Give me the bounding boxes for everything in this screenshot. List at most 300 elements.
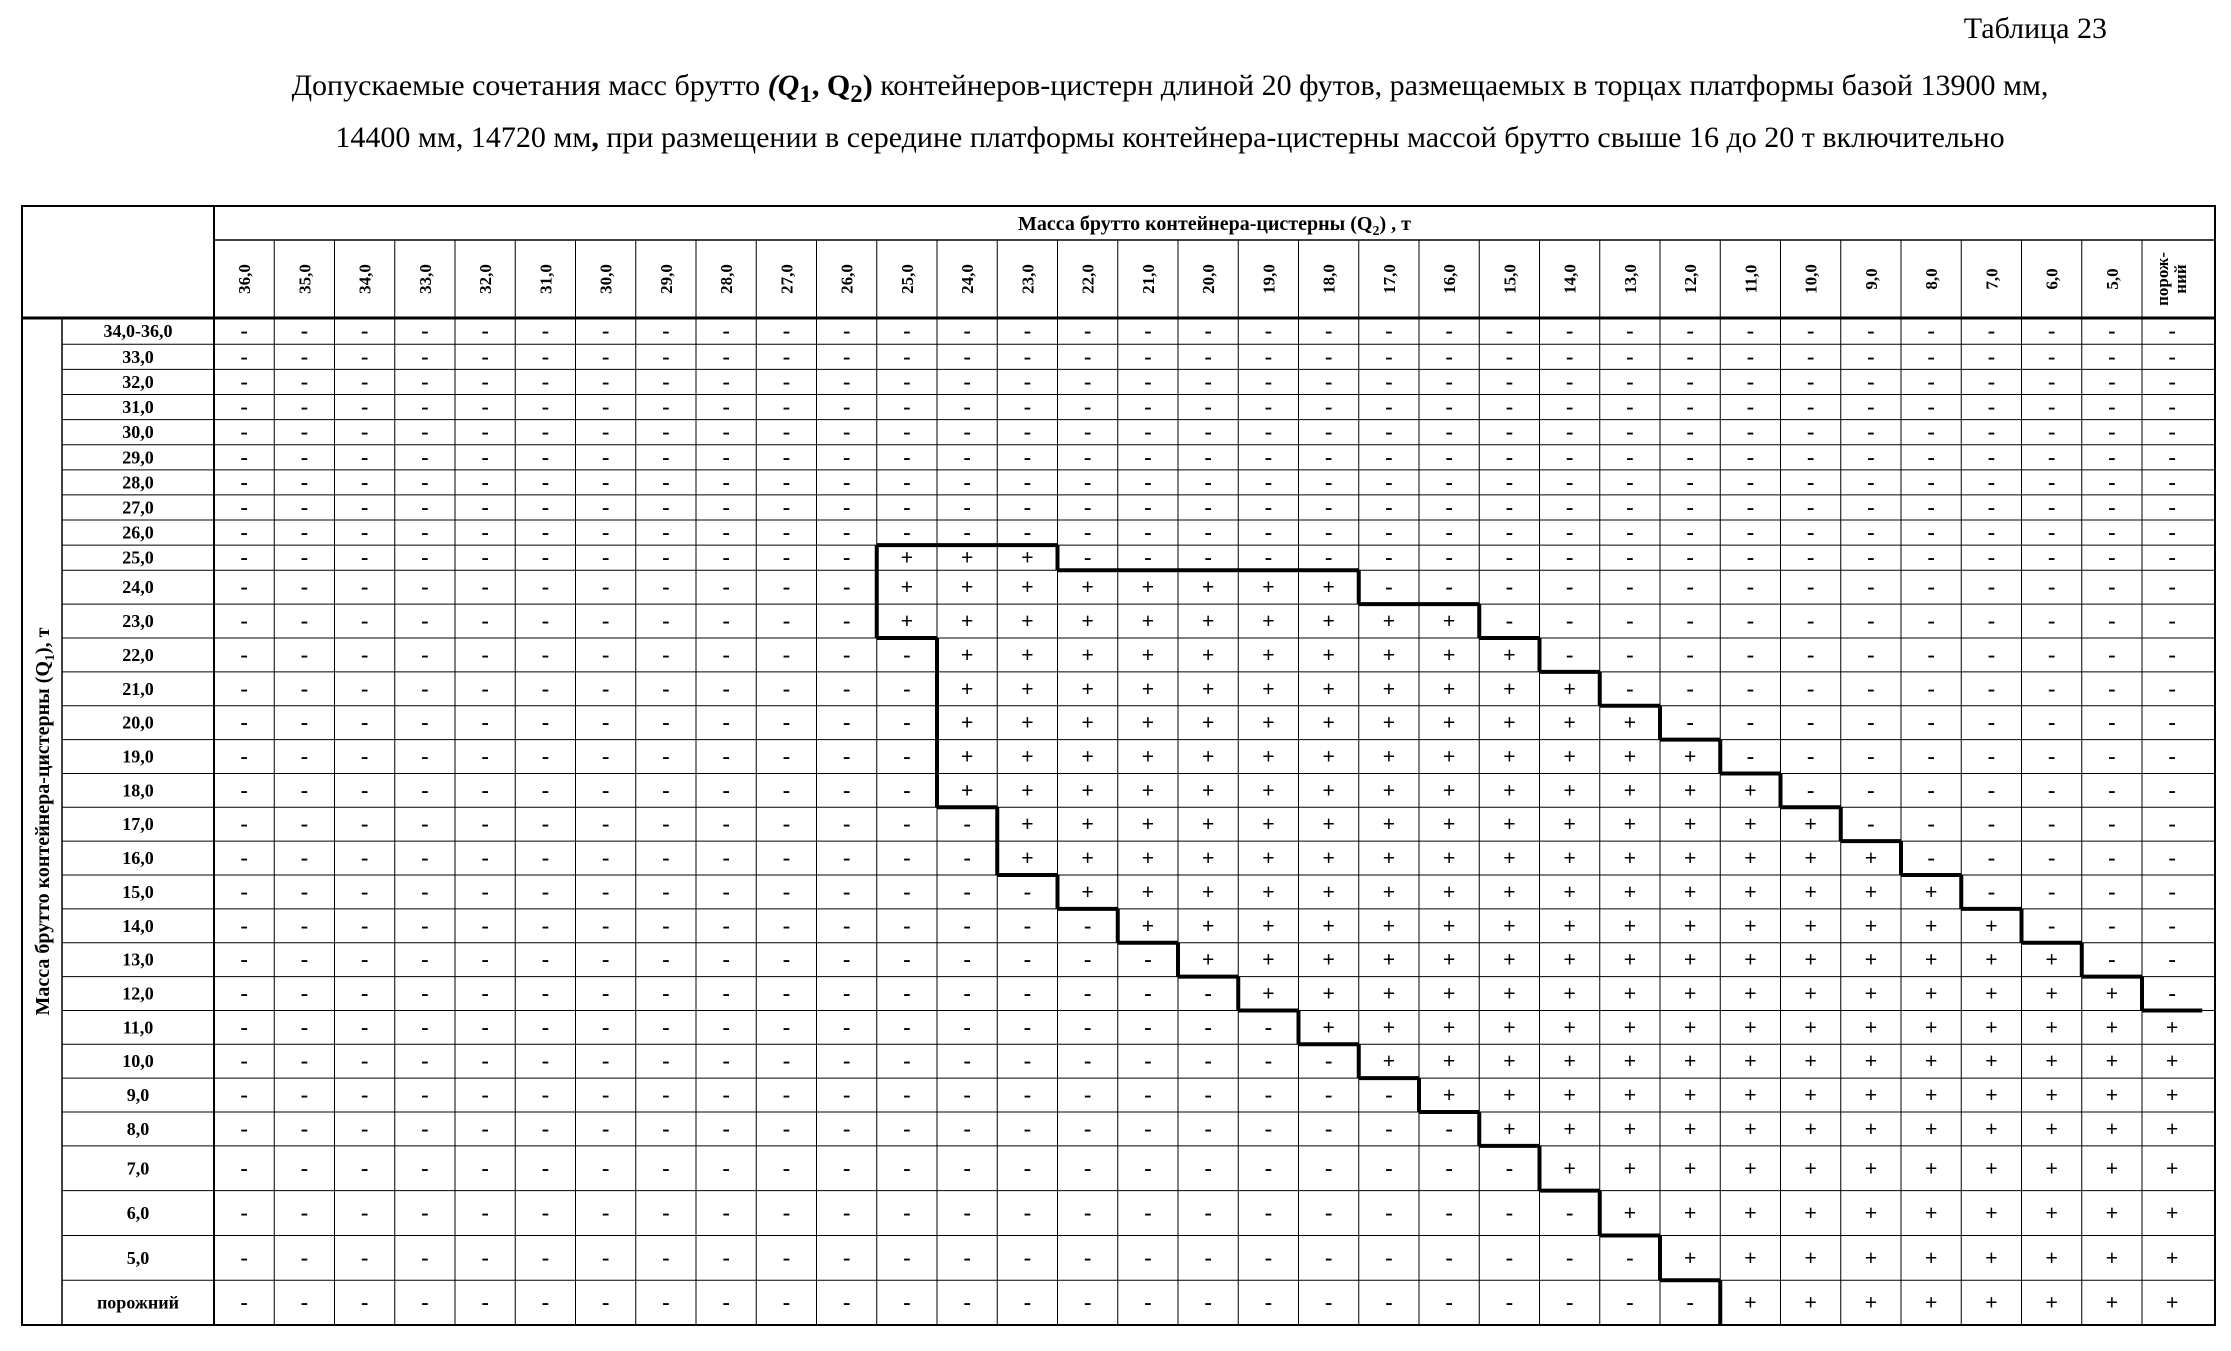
cell-not-allowed: -: [722, 544, 730, 570]
cell-allowed: +: [1201, 743, 1215, 769]
cell-allowed: +: [1503, 912, 1516, 938]
cell-not-allowed: -: [601, 444, 610, 470]
cell-not-allowed: -: [300, 1289, 309, 1315]
cell-not-allowed: -: [601, 494, 610, 520]
cell-not-allowed: -: [903, 1082, 911, 1108]
cell-allowed: +: [1864, 1014, 1878, 1040]
cell-not-allowed: -: [1023, 444, 1032, 470]
cell-allowed: +: [1442, 912, 1456, 938]
cell-not-allowed: -: [1023, 419, 1032, 445]
cell-not-allowed: -: [722, 641, 730, 667]
cell-allowed: +: [1623, 845, 1637, 871]
cell-not-allowed: -: [541, 709, 550, 735]
row-label: 15,0: [122, 881, 154, 902]
cell-not-allowed: -: [842, 1155, 851, 1181]
cell-not-allowed: -: [662, 1244, 670, 1270]
cell-not-allowed: -: [421, 394, 429, 420]
cell-not-allowed: -: [662, 1048, 670, 1074]
cell-not-allowed: -: [1264, 1014, 1273, 1040]
cell-not-allowed: -: [2168, 469, 2176, 495]
cell-allowed: +: [1744, 946, 1757, 972]
cell-not-allowed: -: [1204, 1082, 1212, 1108]
cell-not-allowed: -: [300, 444, 309, 470]
column-header: 14,0: [1560, 264, 1580, 294]
cell-not-allowed: -: [2108, 544, 2116, 570]
cell-allowed: +: [1201, 946, 1215, 972]
cell-not-allowed: -: [722, 1244, 730, 1270]
cell-not-allowed: -: [1445, 394, 1453, 420]
cell-not-allowed: -: [1987, 419, 1996, 445]
cell-not-allowed: -: [421, 811, 429, 837]
cell-allowed: +: [1322, 878, 1335, 904]
cell-not-allowed: -: [240, 1200, 248, 1226]
cell-not-allowed: -: [2108, 777, 2116, 803]
cell-not-allowed: -: [541, 1014, 550, 1040]
cell-not-allowed: -: [1264, 1048, 1273, 1074]
row-label: 23,0: [122, 611, 154, 632]
cell-allowed: +: [1322, 574, 1335, 600]
cell-not-allowed: -: [601, 368, 610, 394]
cell-allowed: +: [1985, 1014, 1998, 1040]
cell-not-allowed: -: [2047, 811, 2056, 837]
cell-allowed: +: [1322, 641, 1335, 667]
cell-not-allowed: -: [2047, 469, 2056, 495]
cell-allowed: +: [1201, 912, 1215, 938]
cell-not-allowed: -: [1204, 1289, 1212, 1315]
cell-not-allowed: -: [782, 1200, 791, 1226]
cell-not-allowed: -: [300, 494, 309, 520]
cell-not-allowed: -: [1987, 777, 1996, 803]
cell-allowed: +: [2165, 1014, 2179, 1040]
row-label: 31,0: [122, 397, 154, 418]
cell-not-allowed: -: [601, 1115, 610, 1141]
cell-not-allowed: -: [481, 1115, 489, 1141]
cell-not-allowed: -: [1626, 574, 1634, 600]
cell-not-allowed: -: [421, 1200, 429, 1226]
cell-not-allowed: -: [662, 469, 670, 495]
cell-allowed: +: [1683, 811, 1697, 837]
cell-not-allowed: -: [1927, 318, 1935, 344]
cell-not-allowed: -: [300, 946, 309, 972]
cell-allowed: +: [1563, 878, 1576, 904]
row-label: 27,0: [122, 497, 154, 518]
cell-not-allowed: -: [662, 641, 670, 667]
cell-not-allowed: -: [1746, 675, 1755, 701]
cell-allowed: +: [1924, 946, 1938, 972]
cell-not-allowed: -: [842, 608, 851, 634]
cell-not-allowed: -: [782, 743, 791, 769]
cell-not-allowed: -: [782, 946, 791, 972]
row-label: 20,0: [122, 712, 154, 733]
cell-not-allowed: -: [1927, 641, 1935, 667]
cell-not-allowed: -: [662, 743, 670, 769]
cell-allowed: +: [1021, 574, 1034, 600]
cell-not-allowed: -: [963, 419, 971, 445]
cell-not-allowed: -: [1686, 574, 1694, 600]
cell-not-allowed: -: [842, 1289, 851, 1315]
cell-not-allowed: -: [1083, 368, 1092, 394]
cell-not-allowed: -: [360, 743, 369, 769]
cell-allowed: +: [900, 608, 914, 634]
cell-allowed: +: [1623, 743, 1637, 769]
cell-not-allowed: -: [1927, 494, 1935, 520]
cell-not-allowed: -: [481, 675, 489, 701]
cell-allowed: +: [1985, 1200, 1998, 1226]
cell-not-allowed: -: [903, 709, 911, 735]
cell-not-allowed: -: [1686, 494, 1694, 520]
cell-not-allowed: -: [1686, 675, 1694, 701]
cell-allowed: +: [2165, 1200, 2179, 1226]
cell-allowed: +: [1985, 980, 1998, 1006]
cell-allowed: +: [1804, 1048, 1817, 1074]
column-header: 16,0: [1440, 264, 1460, 294]
cell-not-allowed: -: [1626, 1289, 1634, 1315]
cell-not-allowed: -: [1083, 980, 1092, 1006]
cell-not-allowed: -: [963, 343, 971, 369]
cell-allowed: +: [1563, 980, 1576, 1006]
cell-not-allowed: -: [481, 419, 489, 445]
cell-not-allowed: -: [481, 1082, 489, 1108]
cell-not-allowed: -: [1385, 494, 1393, 520]
cell-not-allowed: -: [1565, 368, 1574, 394]
cell-not-allowed: -: [1987, 641, 1996, 667]
cell-not-allowed: -: [360, 1289, 369, 1315]
cell-allowed: +: [1683, 777, 1697, 803]
cell-allowed: +: [1262, 811, 1275, 837]
cell-not-allowed: -: [1023, 946, 1032, 972]
cell-allowed: +: [960, 709, 974, 735]
cell-not-allowed: -: [360, 519, 369, 545]
cell-not-allowed: -: [481, 343, 489, 369]
cell-not-allowed: -: [300, 675, 309, 701]
cell-allowed: +: [1442, 845, 1456, 871]
cell-not-allowed: -: [1324, 394, 1333, 420]
cell-not-allowed: -: [1806, 368, 1815, 394]
cell-not-allowed: -: [1324, 544, 1333, 570]
cell-not-allowed: -: [903, 845, 911, 871]
cell-not-allowed: -: [1445, 469, 1453, 495]
cell-not-allowed: -: [1867, 811, 1875, 837]
cell-not-allowed: -: [722, 1155, 730, 1181]
title-line2-tail: при размещении в середине платформы контейнера-цистерны массой брутто свыше 16 до 20 т включительно: [598, 121, 2005, 154]
cell-not-allowed: -: [240, 519, 248, 545]
cell-not-allowed: -: [300, 1082, 309, 1108]
cell-allowed: +: [1985, 912, 1998, 938]
cell-allowed: +: [1683, 1244, 1697, 1270]
cell-allowed: +: [900, 574, 914, 600]
cell-not-allowed: -: [360, 1082, 369, 1108]
cell-not-allowed: -: [2108, 494, 2116, 520]
cell-allowed: +: [1322, 777, 1335, 803]
cell-not-allowed: -: [722, 519, 730, 545]
cell-not-allowed: -: [1083, 394, 1092, 420]
cell-not-allowed: -: [782, 777, 791, 803]
cell-allowed: +: [2165, 1048, 2179, 1074]
cell-allowed: +: [1201, 811, 1215, 837]
cell-not-allowed: -: [360, 641, 369, 667]
cell-not-allowed: -: [1505, 1289, 1514, 1315]
cell-not-allowed: -: [421, 878, 429, 904]
cell-allowed: +: [1201, 878, 1215, 904]
cell-not-allowed: -: [541, 777, 550, 803]
cell-not-allowed: -: [842, 394, 851, 420]
cell-not-allowed: -: [903, 419, 911, 445]
cell-not-allowed: -: [240, 368, 248, 394]
cell-not-allowed: -: [541, 675, 550, 701]
cell-not-allowed: -: [360, 419, 369, 445]
cell-not-allowed: -: [1204, 469, 1212, 495]
cell-not-allowed: -: [1144, 544, 1152, 570]
cell-not-allowed: -: [300, 318, 309, 344]
cell-allowed: +: [1744, 845, 1757, 871]
cell-not-allowed: -: [360, 608, 369, 634]
cell-not-allowed: -: [903, 1200, 911, 1226]
cell-allowed: +: [1322, 675, 1335, 701]
cell-allowed: +: [1924, 1244, 1938, 1270]
cell-allowed: +: [1924, 1082, 1938, 1108]
cell-allowed: +: [2105, 1200, 2119, 1226]
cell-allowed: +: [1744, 1014, 1757, 1040]
cell-not-allowed: -: [1144, 1289, 1152, 1315]
cell-not-allowed: -: [1385, 469, 1393, 495]
cell-not-allowed: -: [662, 811, 670, 837]
cell-not-allowed: -: [963, 1115, 971, 1141]
row-label: 14,0: [122, 915, 154, 936]
cell-not-allowed: -: [1927, 469, 1935, 495]
cell-allowed: +: [1623, 1155, 1637, 1181]
cell-allowed: +: [1804, 1200, 1817, 1226]
cell-not-allowed: -: [1144, 1155, 1152, 1181]
cell-allowed: +: [1683, 946, 1697, 972]
cell-allowed: +: [2045, 1115, 2058, 1141]
cell-not-allowed: -: [421, 1115, 429, 1141]
cell-allowed: +: [1081, 675, 1094, 701]
cell-not-allowed: -: [541, 845, 550, 871]
cell-allowed: +: [1744, 777, 1757, 803]
cell-not-allowed: -: [1445, 318, 1453, 344]
cell-not-allowed: -: [1324, 444, 1333, 470]
cell-not-allowed: -: [1987, 469, 1996, 495]
cell-not-allowed: -: [903, 777, 911, 803]
cell-not-allowed: -: [2047, 608, 2056, 634]
cell-not-allowed: -: [541, 318, 550, 344]
cell-allowed: +: [960, 675, 974, 701]
cell-not-allowed: -: [2168, 912, 2176, 938]
cell-not-allowed: -: [963, 1244, 971, 1270]
cell-not-allowed: -: [1927, 394, 1935, 420]
cell-not-allowed: -: [481, 394, 489, 420]
cell-not-allowed: -: [1987, 743, 1996, 769]
cell-not-allowed: -: [1324, 368, 1333, 394]
cell-not-allowed: -: [541, 608, 550, 634]
cell-not-allowed: -: [240, 1115, 248, 1141]
cell-not-allowed: -: [1144, 980, 1152, 1006]
cell-allowed: +: [1382, 811, 1396, 837]
cell-allowed: +: [1744, 1244, 1757, 1270]
cell-not-allowed: -: [722, 419, 730, 445]
cell-not-allowed: -: [1927, 743, 1935, 769]
cell-not-allowed: -: [1264, 394, 1273, 420]
cell-not-allowed: -: [240, 845, 248, 871]
cell-allowed: +: [1924, 1115, 1938, 1141]
cell-not-allowed: -: [842, 709, 851, 735]
cell-not-allowed: -: [1324, 1115, 1333, 1141]
cell-not-allowed: -: [1927, 608, 1935, 634]
cell-allowed: +: [1744, 980, 1757, 1006]
row-label: 17,0: [122, 814, 154, 835]
cell-allowed: +: [2165, 1289, 2179, 1315]
cell-allowed: +: [1985, 1082, 1998, 1108]
cell-not-allowed: -: [601, 394, 610, 420]
cell-not-allowed: -: [1144, 1082, 1152, 1108]
cell-not-allowed: -: [1083, 519, 1092, 545]
cell-allowed: +: [1985, 1289, 1998, 1315]
cell-not-allowed: -: [722, 980, 730, 1006]
cell-not-allowed: -: [2108, 368, 2116, 394]
cell-allowed: +: [1864, 1200, 1878, 1226]
cell-allowed: +: [1141, 709, 1155, 735]
cell-allowed: +: [1563, 912, 1576, 938]
cell-allowed: +: [1864, 1115, 1878, 1141]
cell-not-allowed: -: [1264, 494, 1273, 520]
cell-not-allowed: -: [541, 368, 550, 394]
cell-not-allowed: -: [782, 1048, 791, 1074]
cell-allowed: +: [1442, 743, 1456, 769]
cell-not-allowed: -: [1987, 811, 1996, 837]
cell-allowed: +: [1804, 1289, 1817, 1315]
cell-allowed: +: [1201, 675, 1215, 701]
cell-not-allowed: -: [722, 878, 730, 904]
cell-not-allowed: -: [1445, 1289, 1453, 1315]
cell-not-allowed: -: [1264, 469, 1273, 495]
cell-allowed: +: [1262, 574, 1275, 600]
cell-not-allowed: -: [1023, 1200, 1032, 1226]
cell-not-allowed: -: [1987, 368, 1996, 394]
cell-not-allowed: -: [300, 845, 309, 871]
cell-not-allowed: -: [963, 1155, 971, 1181]
cell-not-allowed: -: [1626, 343, 1634, 369]
cell-allowed: +: [1503, 811, 1516, 837]
cell-not-allowed: -: [903, 1048, 911, 1074]
cell-not-allowed: -: [360, 318, 369, 344]
cell-not-allowed: -: [1987, 394, 1996, 420]
cell-allowed: +: [1563, 946, 1576, 972]
cell-not-allowed: -: [601, 469, 610, 495]
cell-allowed: +: [1864, 1048, 1878, 1074]
cell-not-allowed: -: [1686, 469, 1694, 495]
cell-allowed: +: [1623, 980, 1637, 1006]
cell-not-allowed: -: [782, 1115, 791, 1141]
cell-not-allowed: -: [1746, 469, 1755, 495]
row-label: порожний: [96, 1292, 180, 1313]
cell-allowed: +: [1623, 1048, 1637, 1074]
cell-not-allowed: -: [1686, 608, 1694, 634]
cell-not-allowed: -: [2168, 368, 2176, 394]
cell-not-allowed: -: [1264, 1200, 1273, 1226]
cell-not-allowed: -: [1385, 1155, 1393, 1181]
cell-not-allowed: -: [842, 519, 851, 545]
cell-allowed: +: [2105, 1289, 2119, 1315]
cell-not-allowed: -: [1927, 845, 1935, 871]
cell-not-allowed: -: [1023, 318, 1032, 344]
column-header: 22,0: [1078, 264, 1098, 294]
row-label: 9,0: [126, 1085, 150, 1106]
cell-not-allowed: -: [1264, 444, 1273, 470]
cell-not-allowed: -: [1927, 519, 1935, 545]
cell-not-allowed: -: [903, 444, 911, 470]
cell-not-allowed: -: [842, 574, 851, 600]
cell-not-allowed: -: [963, 444, 971, 470]
cell-not-allowed: -: [1505, 494, 1514, 520]
cell-not-allowed: -: [1626, 641, 1634, 667]
cell-not-allowed: -: [1867, 519, 1875, 545]
cell-not-allowed: -: [481, 1155, 489, 1181]
cell-not-allowed: -: [1867, 675, 1875, 701]
cell-not-allowed: -: [1144, 519, 1152, 545]
row-label: 22,0: [122, 644, 154, 665]
cell-not-allowed: -: [1385, 519, 1393, 545]
cell-allowed: +: [1021, 743, 1034, 769]
title-q2: , Q: [811, 69, 851, 102]
cell-not-allowed: -: [1686, 519, 1694, 545]
cell-not-allowed: -: [1987, 318, 1996, 344]
cell-not-allowed: -: [541, 811, 550, 837]
cell-not-allowed: -: [2047, 394, 2056, 420]
cell-allowed: +: [1382, 1048, 1396, 1074]
cell-not-allowed: -: [1204, 394, 1212, 420]
cell-not-allowed: -: [842, 544, 851, 570]
cell-not-allowed: -: [421, 845, 429, 871]
cell-not-allowed: -: [782, 1082, 791, 1108]
cell-not-allowed: -: [2108, 469, 2116, 495]
cell-not-allowed: -: [481, 1200, 489, 1226]
cell-not-allowed: -: [782, 980, 791, 1006]
row-label: 5,0: [126, 1247, 150, 1268]
cell-not-allowed: -: [903, 519, 911, 545]
cell-not-allowed: -: [2108, 574, 2116, 600]
cell-not-allowed: -: [963, 980, 971, 1006]
cell-not-allowed: -: [842, 343, 851, 369]
cell-not-allowed: -: [1565, 641, 1574, 667]
cell-allowed: +: [1804, 811, 1817, 837]
cell-not-allowed: -: [300, 419, 309, 445]
cell-not-allowed: -: [782, 574, 791, 600]
cell-not-allowed: -: [240, 419, 248, 445]
cell-not-allowed: -: [963, 811, 971, 837]
cell-not-allowed: -: [1505, 419, 1514, 445]
cell-allowed: +: [1322, 946, 1335, 972]
cell-allowed: +: [1864, 1082, 1878, 1108]
cell-not-allowed: -: [1987, 845, 1996, 871]
cell-not-allowed: -: [1324, 1082, 1333, 1108]
cell-allowed: +: [1382, 1014, 1396, 1040]
cell-not-allowed: -: [1686, 419, 1694, 445]
cell-not-allowed: -: [2108, 394, 2116, 420]
cell-not-allowed: -: [842, 1200, 851, 1226]
cell-not-allowed: -: [481, 912, 489, 938]
cell-allowed: +: [1985, 1244, 1998, 1270]
cell-not-allowed: -: [903, 641, 911, 667]
cell-allowed: +: [1804, 1244, 1817, 1270]
cell-not-allowed: -: [1565, 519, 1574, 545]
cell-not-allowed: -: [1023, 519, 1032, 545]
cell-not-allowed: -: [541, 743, 550, 769]
cell-not-allowed: -: [1023, 1155, 1032, 1181]
cell-not-allowed: -: [722, 1048, 730, 1074]
cell-not-allowed: -: [1806, 777, 1815, 803]
cell-not-allowed: -: [421, 912, 429, 938]
cell-not-allowed: -: [2047, 574, 2056, 600]
